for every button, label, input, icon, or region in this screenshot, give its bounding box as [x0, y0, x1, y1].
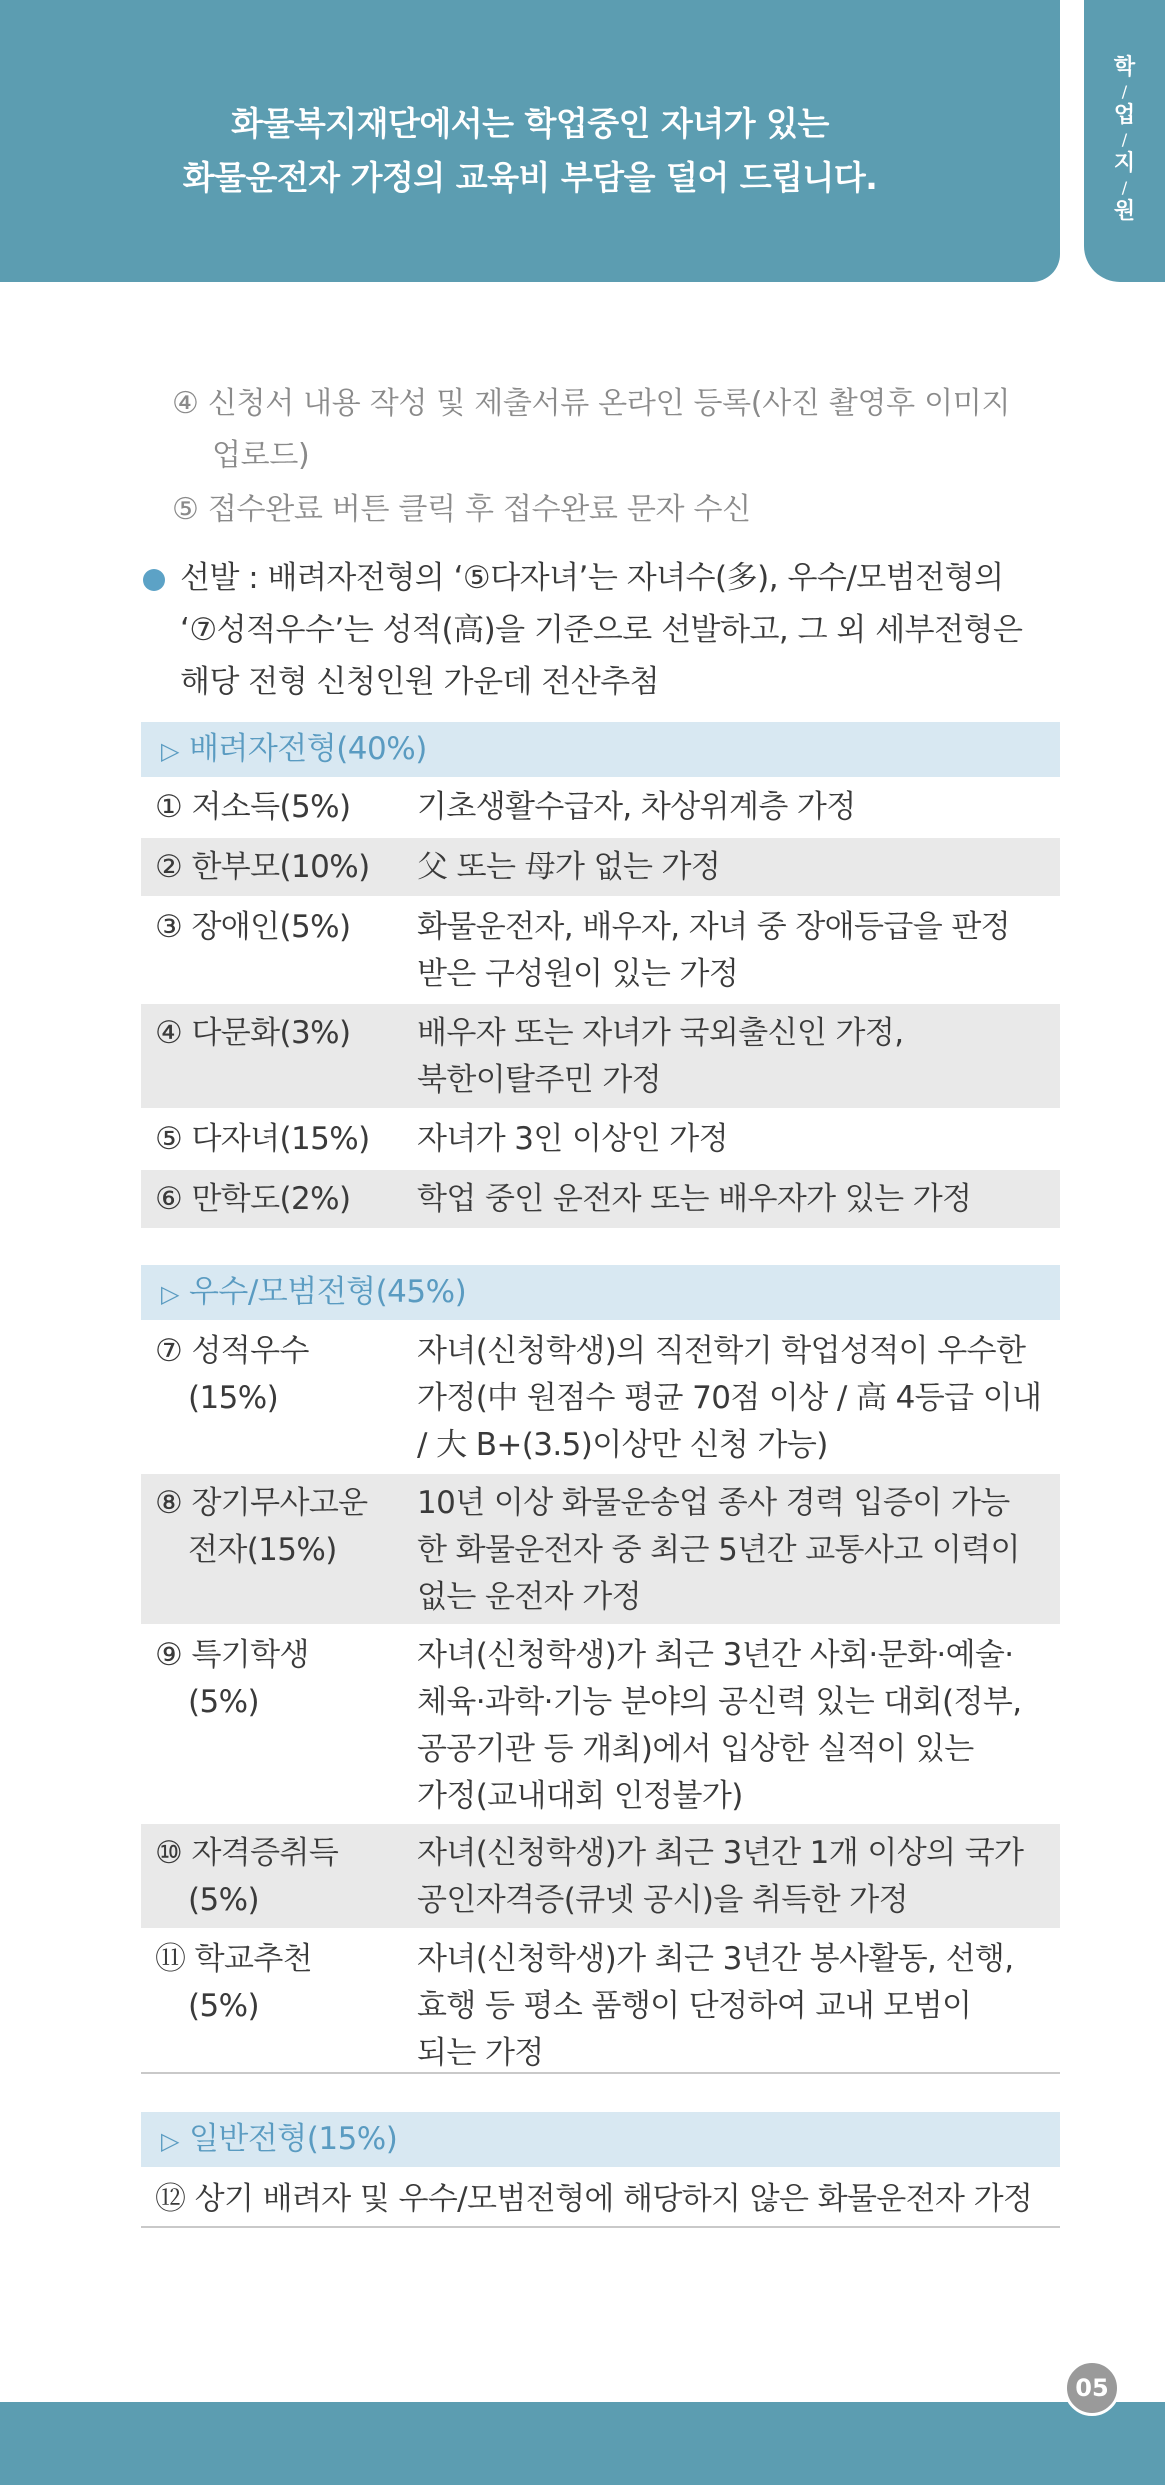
- side-tab-separator: /: [1121, 178, 1128, 197]
- row-desc: 되는 가정: [417, 2035, 544, 2071]
- table-row: [141, 1626, 1060, 1822]
- section-divider: [141, 2072, 1060, 2074]
- step-5: [172, 484, 1072, 536]
- row-desc: 북한이탈주민 가정: [417, 1062, 662, 1098]
- header-line-1: 화물복지재단에서는 학업중인 자녀가 있는: [231, 104, 829, 143]
- table-row: [141, 1110, 1060, 1168]
- row-desc: 父 또는 母가 없는 가정: [417, 849, 721, 885]
- row-desc: 자녀(신청학생)가 최근 3년간 1개 이상의 국가: [417, 1835, 1024, 1871]
- row-label: ① 저소득(5%): [155, 789, 351, 825]
- header-banner: [0, 0, 1060, 282]
- section-header-general: [141, 2112, 1060, 2167]
- section-divider: [141, 2226, 1060, 2228]
- selection-line-1: 선발 : 배려자전형의 ‘⑤다자녀’는 자녀수(多), 우수/모범전형의: [180, 560, 1004, 596]
- row-desc: 학업 중인 운전자 또는 배우자가 있는 가정: [417, 1181, 972, 1217]
- row-label: ⑥ 만학도(2%): [155, 1181, 351, 1217]
- row-desc: 기초생활수급자, 차상위계층 가정: [417, 789, 856, 825]
- row-label: 전자(15%): [188, 1532, 337, 1568]
- row-desc: 10년 이상 화물운송업 종사 경력 입증이 가능: [417, 1485, 1010, 1521]
- page-number-badge: 05: [1064, 2360, 1120, 2416]
- section-title: 배려자전형(40%): [188, 731, 427, 767]
- table-row: [141, 898, 1060, 1002]
- table-row: [141, 1474, 1060, 1624]
- row-desc: 효행 등 평소 품행이 단정하여 교내 모범이: [417, 1988, 972, 2024]
- row-label: ③ 장애인(5%): [155, 909, 351, 945]
- section-title: 우수/모범전형(45%): [188, 1274, 467, 1310]
- table-row: [141, 1004, 1060, 1108]
- row-desc: 받은 구성원이 있는 가정: [417, 956, 739, 992]
- row-label: (5%): [188, 1684, 259, 1720]
- section-header-care: [141, 722, 1060, 777]
- table-row: [141, 778, 1060, 836]
- side-tab-char: 학: [1113, 55, 1136, 80]
- row-label: ⑩ 자격증취득: [155, 1835, 339, 1871]
- table-row: [141, 838, 1060, 896]
- row-label: ⑤ 다자녀(15%): [155, 1121, 370, 1157]
- row-label: (5%): [188, 1988, 259, 2024]
- selection-note: [140, 552, 1070, 708]
- row-desc: 공인자격증(큐넷 공시)을 취득한 가정: [417, 1882, 908, 1918]
- row-desc: 없는 운전자 가정: [417, 1579, 641, 1615]
- step-4-line-1: ④ 신청서 내용 작성 및 제출서류 온라인 등록(사진 촬영후 이미지: [172, 386, 1011, 421]
- selection-line-2: ‘⑦성적우수’는 성적(高)을 기준으로 선발하고, 그 외 세부전형은: [180, 612, 1023, 648]
- table-row: [141, 1930, 1060, 2070]
- row-desc: 체육·과학·기능 분야의 공신력 있는 대회(정부,: [417, 1684, 1022, 1720]
- row-label: ⑫ 상기 배려자 및 우수/모범전형에 해당하지 않은 화물운전자 가정: [155, 2181, 1033, 2217]
- table-row: [141, 1170, 1060, 1228]
- side-tab-separator: /: [1121, 130, 1128, 149]
- selection-line-3: 해당 전형 신청인원 가운데 전산추첨: [180, 664, 660, 700]
- side-tab-char: 업: [1113, 103, 1136, 128]
- step-4-line-2: 업로드): [212, 438, 310, 473]
- step-5-text: ⑤ 접수완료 버튼 클릭 후 접수완료 문자 수신: [172, 492, 751, 527]
- triangle-right-icon: ▷: [161, 737, 179, 765]
- row-label: ② 한부모(10%): [155, 849, 370, 885]
- section-header-excellent: [141, 1265, 1060, 1320]
- table-row: [141, 2170, 1060, 2228]
- row-desc: 자녀가 3인 이상인 가정: [417, 1121, 728, 1157]
- row-label: ⑧ 장기무사고운: [155, 1485, 368, 1521]
- row-label: (5%): [188, 1882, 259, 1918]
- row-desc: 자녀(신청학생)가 최근 3년간 봉사활동, 선행,: [417, 1941, 1014, 1977]
- row-desc: 공공기관 등 개최)에서 입상한 실적이 있는: [417, 1731, 974, 1767]
- row-desc: 한 화물운전자 중 최근 5년간 교통사고 이력이: [417, 1532, 1020, 1568]
- section-title: 일반전형(15%): [188, 2121, 398, 2157]
- row-label: ④ 다문화(3%): [155, 1015, 351, 1051]
- side-tab-char: 지: [1113, 151, 1136, 176]
- side-tab-separator: /: [1121, 82, 1128, 101]
- row-desc: 화물운전자, 배우자, 자녀 중 장애등급을 판정: [417, 909, 1011, 945]
- step-4: [172, 378, 1072, 482]
- triangle-right-icon: ▷: [161, 1280, 179, 1308]
- side-tab-education-support[interactable]: [1084, 0, 1165, 282]
- header-line-2: 화물운전자 가정의 교육비 부담을 덜어 드립니다.: [182, 158, 878, 197]
- table-row: [141, 1322, 1060, 1472]
- row-label: (15%): [188, 1380, 279, 1416]
- table-row: [141, 1824, 1060, 1928]
- row-label: ⑦ 성적우수: [155, 1333, 309, 1369]
- row-desc: / 大 B+(3.5)이상만 신청 가능): [417, 1427, 828, 1463]
- side-tab-char: 원: [1113, 199, 1136, 224]
- triangle-right-icon: ▷: [161, 2127, 179, 2155]
- row-desc: 가정(中 원점수 평균 70점 이상 / 高 4등급 이내: [417, 1380, 1042, 1416]
- row-desc: 가정(교내대회 인정불가): [417, 1778, 743, 1814]
- row-label: ⑪ 학교추천: [155, 1941, 313, 1977]
- row-label: ⑨ 특기학생: [155, 1637, 309, 1673]
- footer-band: [0, 2402, 1165, 2485]
- row-desc: 자녀(신청학생)가 최근 3년간 사회·문화·예술·: [417, 1637, 1014, 1673]
- row-desc: 자녀(신청학생)의 직전학기 학업성적이 우수한: [417, 1333, 1026, 1369]
- row-desc: 배우자 또는 자녀가 국외출신인 가정,: [417, 1015, 904, 1051]
